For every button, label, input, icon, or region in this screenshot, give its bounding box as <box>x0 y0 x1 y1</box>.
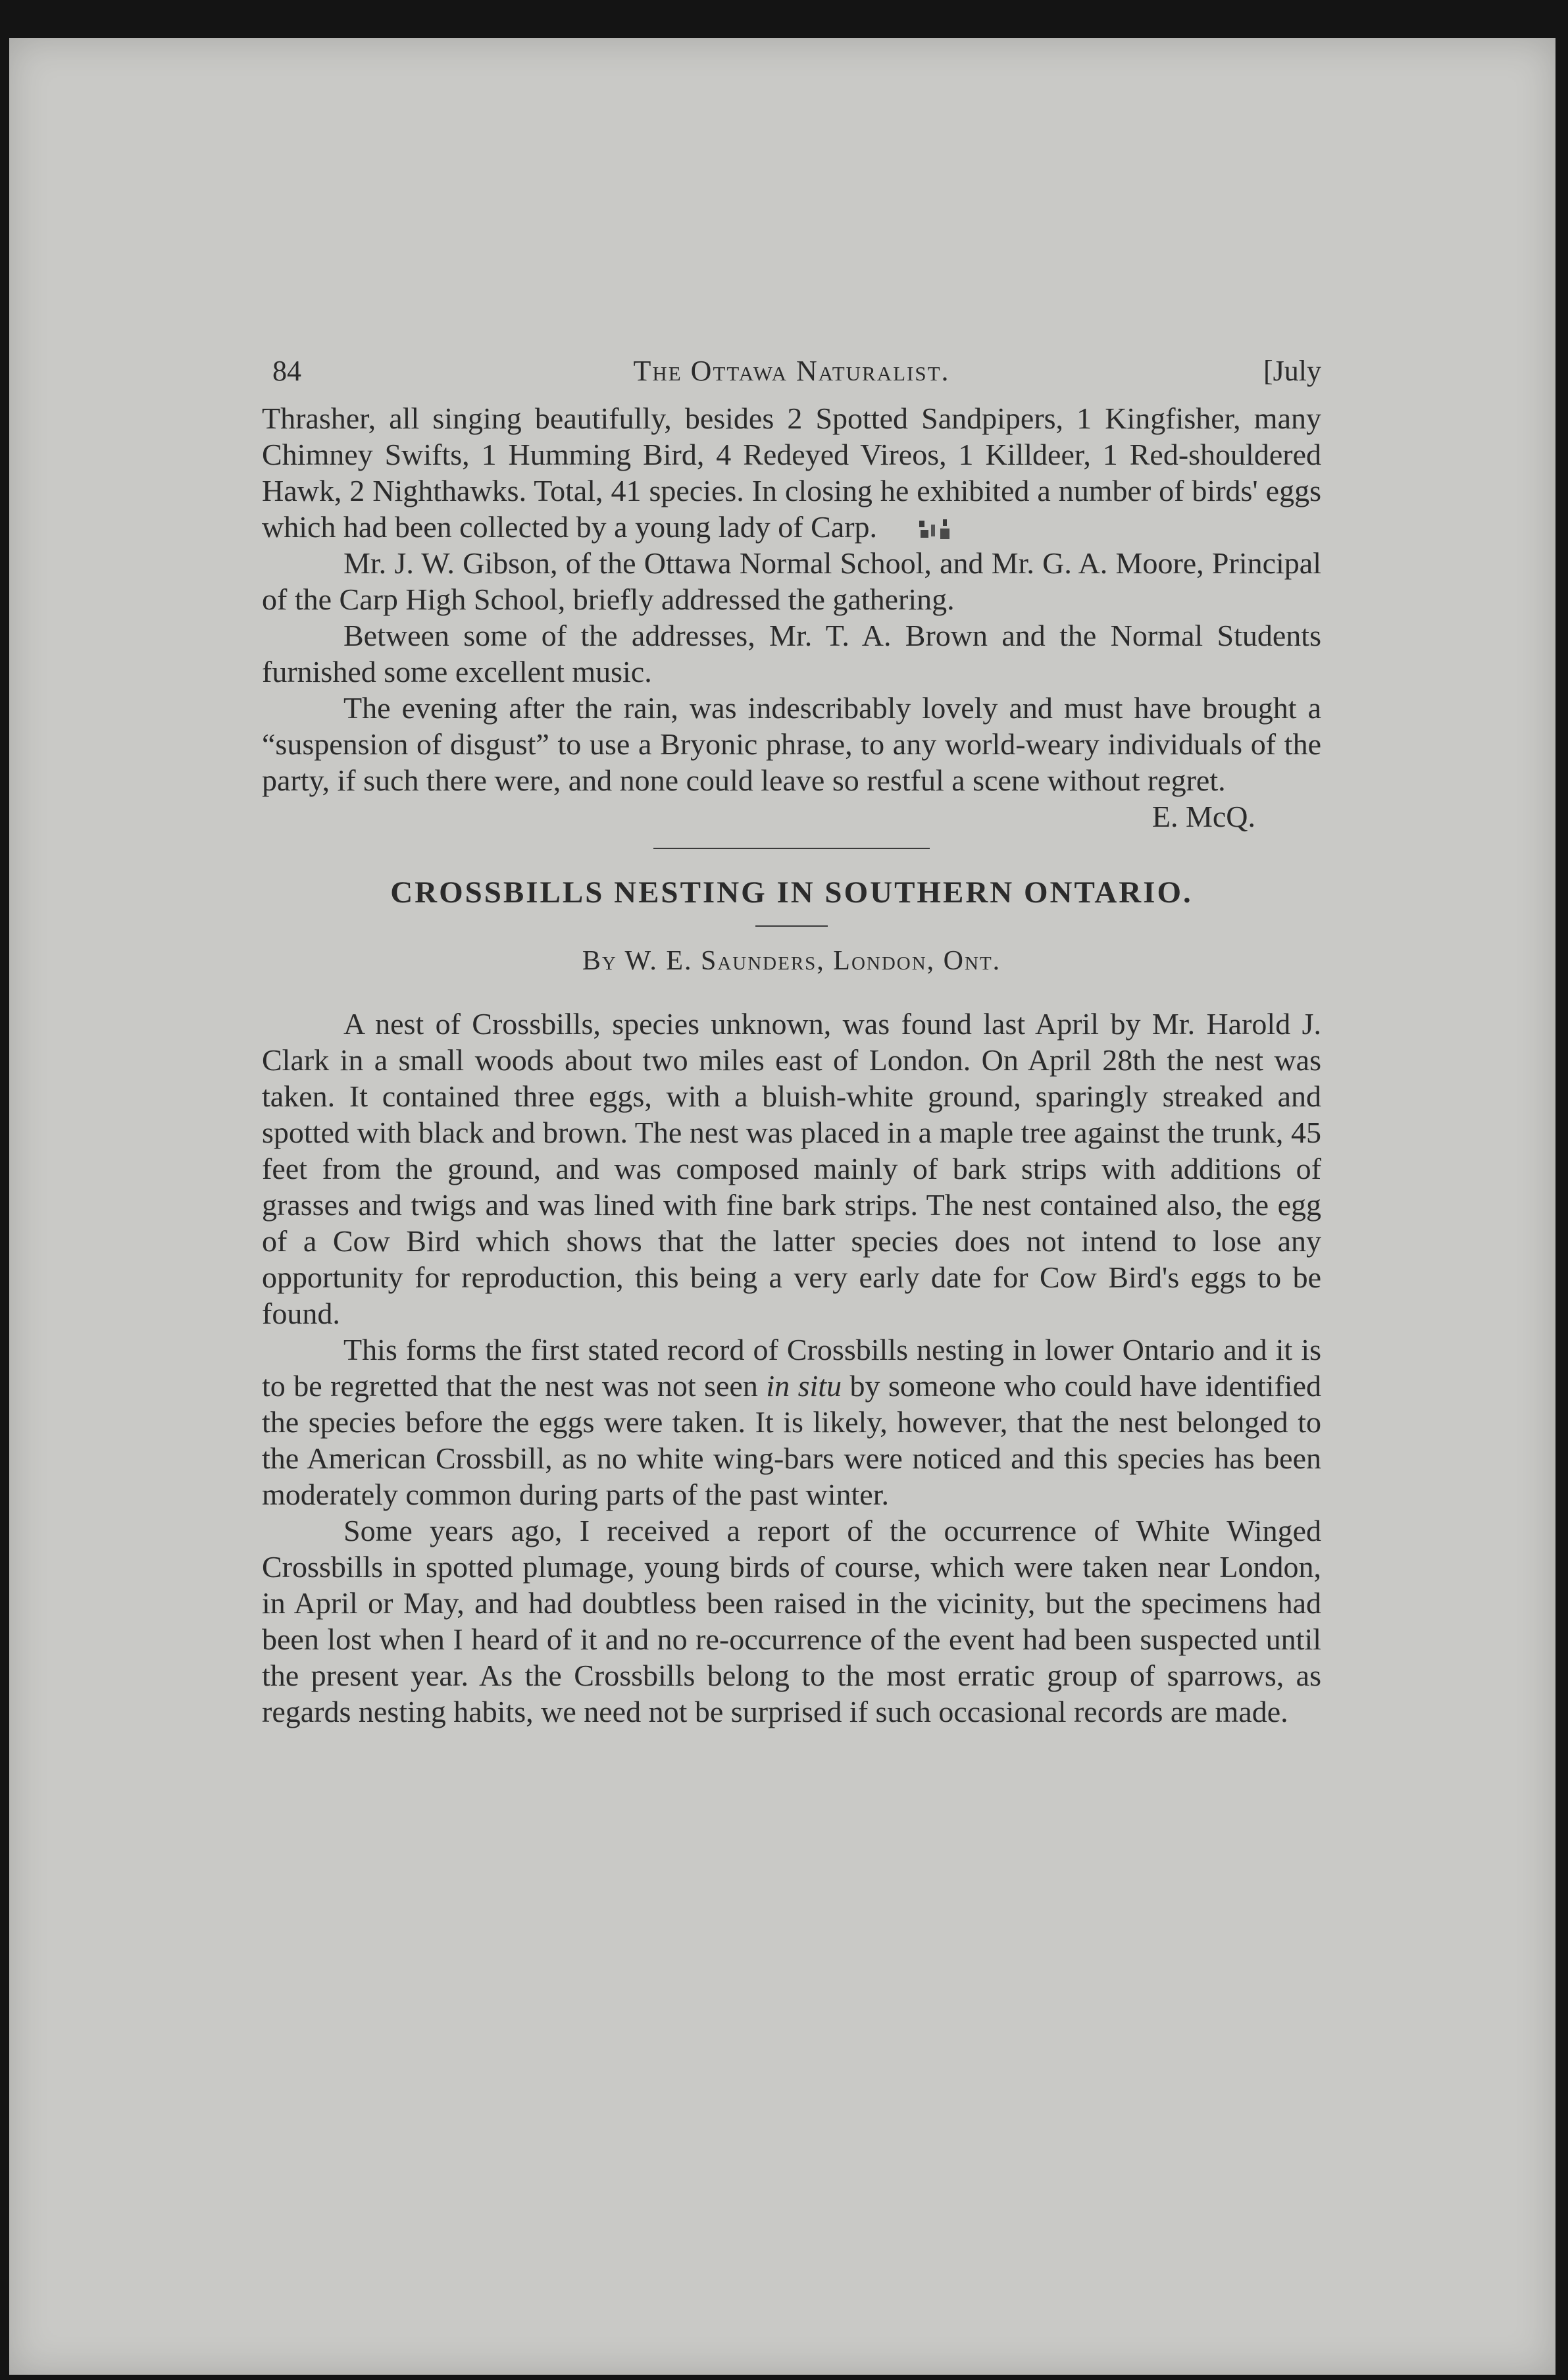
article-paragraph: Some years ago, I received a report of the occurrence of White Winged Crossbills in spotted plumage, young birds of course, which were taken near London, in April or May, and had doubtless been raised in the vicinity, but the specimens had been lost when I heard of it and no re-occurrence of the event had been suspected until the present year. As the Crossbills belong to the most erratic group of sparrows, as regards nesting habits, we need not be surprised if such occasional records are made. <box>262 1514 1321 1728</box>
ink-blot-icon <box>917 518 953 542</box>
title-divider <box>755 925 828 927</box>
article-body <box>262 1006 1321 1730</box>
running-head <box>262 354 1321 400</box>
issue-month: [July <box>1263 355 1321 387</box>
page-number: 84 <box>272 355 301 387</box>
report-paragraph: The evening after the rain, was indescribably lovely and must have brought a “suspension of disgust” to use a Bryonic phrase, to any world-weary individuals of the party, if such there were, and none could leave so restful a scene without regret. <box>262 691 1321 797</box>
page <box>9 38 1555 2375</box>
report-paragraph: Thrasher, all singing beautifully, besides 2 Spotted Sandpipers, 1 Kingfisher, many Chimney Swifts, 1 Humming Bird, 4 Redeyed Vireos, 1 Killdeer, 1 Red-shouldered Hawk, 2 Nighthawks. Total, 41 species. In closing he exhibited a number of birds' eggs which had been collected by a young lady of Carp. <box>262 401 1321 544</box>
text-column <box>262 354 1321 1730</box>
report-paragraph: Mr. J. W. Gibson, of the Ottawa Normal School, and Mr. G. A. Moore, Principal of the Carp High School, briefly addressed the gathering. <box>262 546 1321 616</box>
section-divider <box>653 848 930 849</box>
report-continued <box>262 400 1321 798</box>
italic-term: in situ <box>766 1369 842 1403</box>
article-paragraph: A nest of Crossbills, species unknown, was found last April by Mr. Harold J. Clark in a small woods about two miles east of London. On April 28th the nest was taken. It contained three eggs, with a bluish-white ground, sparingly streaked and spotted with black and brown. The nest was placed in a maple tree against the trunk, 45 feet from the ground, and was composed mainly of bark strips with additions of grasses and twigs and was lined with fine bark strips. The nest contained also, the egg of a Cow Bird which shows that the latter species does not intend to lose any opportunity for reproduction, this being a very early date for Cow Bird's eggs to be found. <box>262 1007 1321 1330</box>
report-signature: E. McQ. <box>1151 800 1255 833</box>
article-byline: By W. E. Saunders, London, Ont. <box>582 946 1001 976</box>
journal-title: The Ottawa Naturalist. <box>633 355 950 387</box>
article-title: CROSSBILLS NESTING IN SOUTHERN ONTARIO. <box>390 875 1193 910</box>
report-paragraph: Between some of the addresses, Mr. T. A. Brown and the Normal Students furnished some excellent music. <box>262 619 1321 688</box>
article-paragraph: This forms the first stated record of Crossbills nesting in lower Ontario and it is to be regretted that the nest was not seen in situ by someone who could have identified the species before the eggs were taken. It is likely, however, that the nest belonged to the American Crossbill, as no white wing-bars were noticed and this species has been moderately common during parts of the past winter. <box>262 1333 1321 1511</box>
